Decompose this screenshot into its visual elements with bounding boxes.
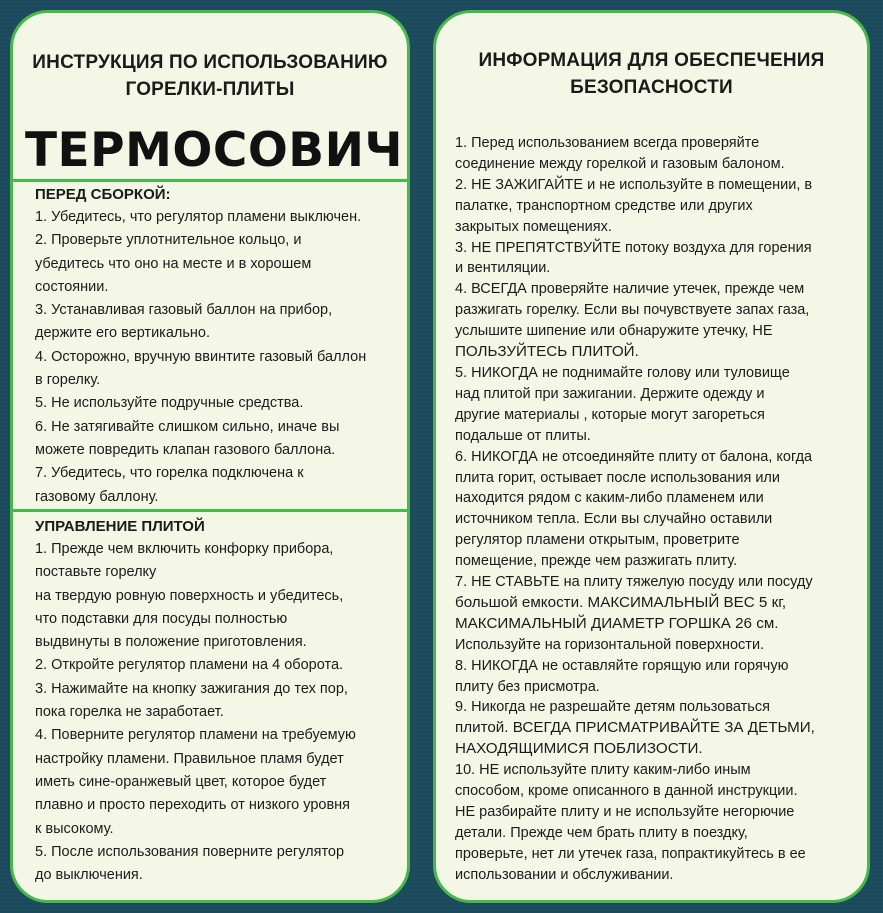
text-line: 6. НИКОГДА не отсоединяйте плиту от балона, когда xyxy=(455,448,813,465)
text-line: большой емкости. МАКСИМАЛЬНЫЙ ВЕС 5 кг, xyxy=(455,593,787,611)
instructions-title xyxy=(13,49,407,103)
safety-panel xyxy=(433,10,870,903)
title-line: ГОРЕЛКИ-ПЛИТЫ xyxy=(125,79,295,100)
text-line: иметь сине-оранжевый цвет, которое будет xyxy=(35,773,327,790)
text-line: 5. Не используйте подручные средства. xyxy=(35,395,304,412)
text-line: 3. Устанавливая газовый баллон на прибор, xyxy=(35,302,333,319)
text-line: плитой. ВСЕГДА ПРИСМАТРИВАЙТЕ ЗА ДЕТЬМИ, xyxy=(455,719,815,737)
section-divider xyxy=(13,179,407,182)
text-line: МАКСИМАЛЬНЫЙ ДИАМЕТР ГОРШКА 26 см. xyxy=(455,614,779,632)
text-line: и вентиляции. xyxy=(455,260,551,277)
text-line: 4. Поверните регулятор пламени на требуемую xyxy=(35,727,356,744)
title-line: БЕЗОПАСНОСТИ xyxy=(570,77,733,98)
safety-rules xyxy=(455,133,857,886)
text-line: 3. НЕ ПРЕПЯТСТВУЙТЕ потоку воздуха для горения xyxy=(455,239,812,256)
text-line: на твердую ровную поверхность и убедитесь, xyxy=(35,587,344,604)
text-line: 5. После использования поверните регулятор xyxy=(35,843,345,860)
text-line: 7. Убедитесь, что горелка подключена к xyxy=(35,465,304,482)
text-line: газовому баллону. xyxy=(35,488,159,505)
text-line: можете повредить клапан газового баллона. xyxy=(35,441,336,458)
assembly-lines xyxy=(35,206,393,509)
text-line: НАХОДЯЩИМИСЯ ПОБЛИЗОСТИ. xyxy=(455,740,703,758)
operation-lines xyxy=(35,538,393,887)
text-line: 9. Никогда не разрешайте детям пользоваться xyxy=(455,699,770,716)
text-line: 8. НИКОГДА не оставляйте горящую или горячую xyxy=(455,657,789,674)
text-line: 7. НЕ СТАВЬТЕ на плиту тяжелую посуду или посуду xyxy=(455,574,813,591)
text-line: плавно и просто переходить от низкого уровня xyxy=(35,797,351,814)
text-line: Используйте на горизонтальной поверхности. xyxy=(455,636,765,653)
text-line: палатке, транспортном средстве или других xyxy=(455,197,753,214)
text-line: 3. Нажимайте на кнопку зажигания до тех пор, xyxy=(35,680,348,697)
text-line: способом, кроме описанного в данной инструкции. xyxy=(455,783,798,800)
text-line: в горелку. xyxy=(35,372,101,389)
text-line: 4. ВСЕГДА проверяйте наличие утечек, прежде чем xyxy=(455,281,805,298)
text-line: другие материалы , которые могут загореться xyxy=(455,406,765,423)
stove-operation-section xyxy=(35,515,393,887)
text-line: плита горит, остывает после использования или xyxy=(455,469,780,486)
text-line: детали. Прежде чем брать плиту в поездку, xyxy=(455,824,748,841)
text-line: услышите шипение или обнаружите утечку, НЕ xyxy=(455,323,773,340)
text-line: что подставки для посуды полностью xyxy=(35,610,288,627)
text-line: регулятор пламени открытым, проветрите xyxy=(455,532,740,549)
text-line: плиту без присмотра. xyxy=(455,678,600,695)
text-line: 1. Перед использованием всегда проверяйте xyxy=(455,135,760,151)
text-line: 1. Убедитесь, что регулятор пламени выключен. xyxy=(35,209,362,225)
before-assembly-section xyxy=(35,183,393,509)
section-divider xyxy=(13,509,407,512)
text-line: использовании и обслуживании. xyxy=(455,866,674,883)
text-line: настройку пламени. Правильное пламя будет xyxy=(35,750,344,767)
text-line: проверьте, нет ли утечек газа, попрактикуйтесь в ее xyxy=(455,845,806,862)
text-line: 1. Прежде чем включить конфорку прибора, xyxy=(35,541,334,557)
text-line: пока горелка не заработает. xyxy=(35,704,224,721)
text-line: разжигать горелку. Если вы почувствуете запах газа, xyxy=(455,302,810,319)
title-line: ИНФОРМАЦИЯ ДЛЯ ОБЕСПЕЧЕНИЯ xyxy=(478,50,825,71)
text-line: находится рядом с каким-либо пламенем или xyxy=(455,490,764,507)
text-line: помещение, прежде чем разжигать плиту. xyxy=(455,553,738,570)
text-line: 5. НИКОГДА не поднимайте голову или туловище xyxy=(455,364,790,381)
text-line: подальше от плиты. xyxy=(455,427,591,444)
brand-name: ТЕРМОСОВИЧ xyxy=(25,123,403,178)
text-line: ПОЛЬЗУЙТЕСЬ ПЛИТОЙ. xyxy=(455,343,639,361)
text-line: убедитесь что оно на месте и в хорошем xyxy=(35,255,312,272)
text-line: до выключения. xyxy=(35,867,143,884)
section-heading: УПРАВЛЕНИЕ ПЛИТОЙ xyxy=(35,518,205,535)
text-line: НЕ разбирайте плиту и не используйте негорючие xyxy=(455,804,795,820)
brand-logo xyxy=(25,121,403,181)
text-line: источником тепла. Если вы случайно оставили xyxy=(455,511,773,528)
text-line: к высокому. xyxy=(35,820,114,837)
text-line: держите его вертикально. xyxy=(35,325,211,342)
text-line: состоянии. xyxy=(35,278,109,295)
text-line: 2. НЕ ЗАЖИГАЙТЕ и не используйте в помещении, в xyxy=(455,176,813,193)
text-line: 10. НЕ используйте плиту каким-либо иным xyxy=(455,762,751,779)
instructions-panel xyxy=(10,10,410,903)
text-line: 2. Проверьте уплотнительное кольцо, и xyxy=(35,232,302,249)
text-line: соединение между горелкой и газовым балоном. xyxy=(455,155,785,172)
text-line: выдвинуты в положение приготовления. xyxy=(35,634,307,651)
text-line: поставьте горелку xyxy=(35,564,157,581)
text-line: 2. Откройте регулятор пламени на 4 оборота. xyxy=(35,657,344,674)
text-line: 4. Осторожно, вручную ввинтите газовый баллон xyxy=(35,348,367,365)
text-line: 6. Не затягивайте слишком сильно, иначе вы xyxy=(35,418,340,435)
safety-title xyxy=(436,47,867,101)
text-line: закрытых помещениях. xyxy=(455,218,612,235)
title-line: ИНСТРУКЦИЯ ПО ИСПОЛЬЗОВАНИЮ xyxy=(32,52,388,73)
section-heading: ПЕРЕД СБОРКОЙ: xyxy=(35,186,171,203)
text-line: над плитой при зажигании. Держите одежду и xyxy=(455,385,765,402)
